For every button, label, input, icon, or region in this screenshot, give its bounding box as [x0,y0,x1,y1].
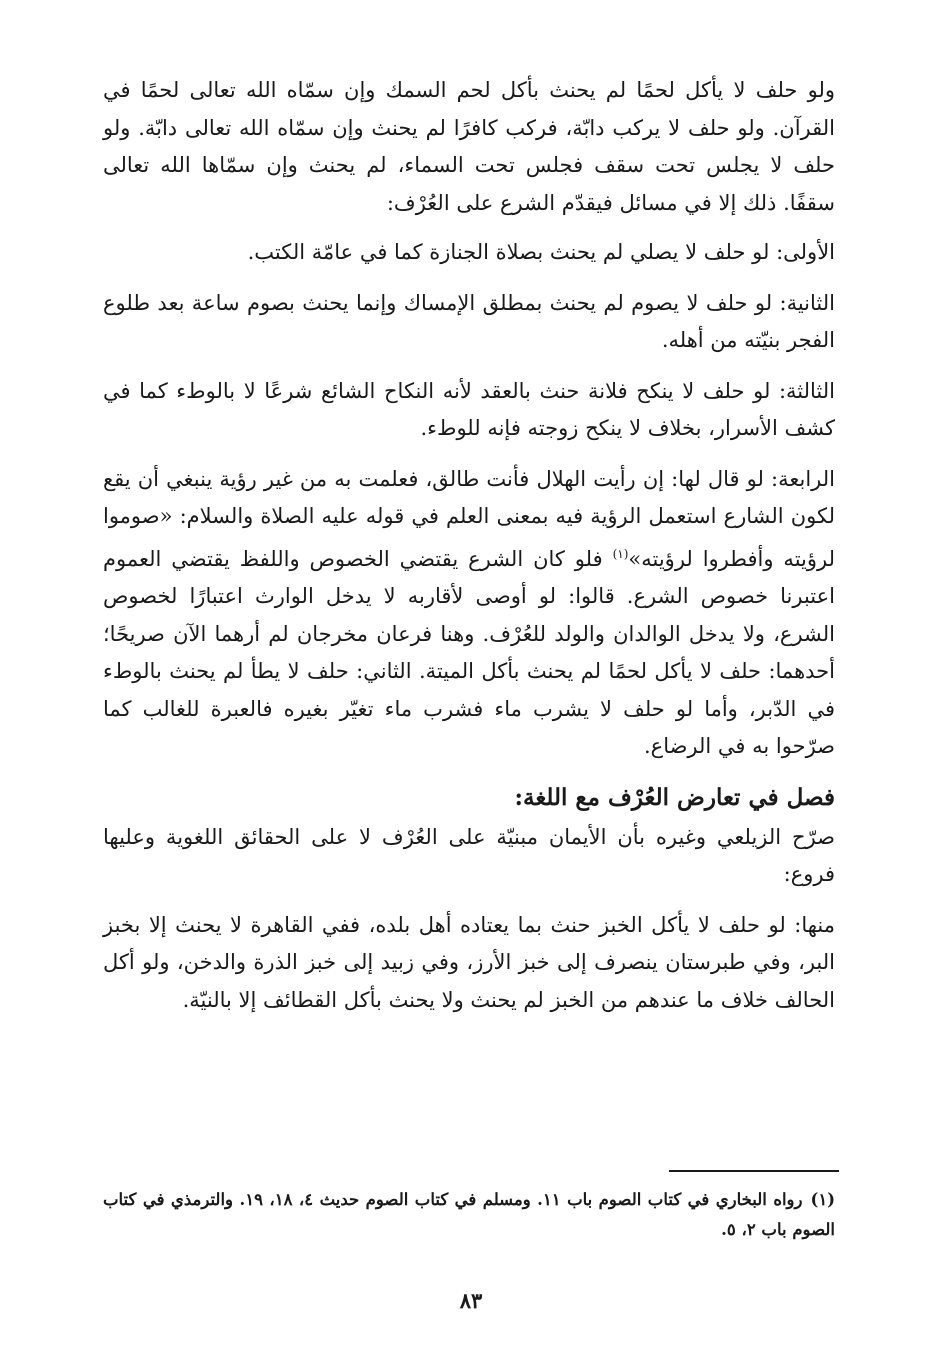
fourth-case-paragraph [103,461,835,766]
third-case-paragraph: الثالثة: لو حلف لا ينكح فلانة حنث بالعقد لأنه النكاح الشائع شرعًا لا بالوطء كما في كشف الأسرار، بخلاف لا ينكح زوجته فإنه للوطء. [103,378,835,440]
footnote-divider [669,1170,839,1172]
footnote-text: رواه البخاري في كتاب الصوم باب ١١. ومسلم في كتاب الصوم حديث ٤، ١٨، ١٩. والترمذي في كتاب الصوم باب ٢، ٥. [103,1190,835,1239]
intro-paragraph: ولو حلف لا يأكل لحمًا لم يحنث بأكل لحم السمك وإن سمّاه الله تعالى لحمًا في القرآن. ولو حلف لا يركب دابّة، فركب كافرًا لم يحنث وإن سمّاه الله تعالى دابّة. ولو حلف لا يجلس تحت سقف فجلس تحت السماء، لم يحنث وإن سمّاها الله تعالى سقفًا. ذلك إلا في مسائل فيقدّم الشرع على العُرْف: [103,78,835,215]
section-heading: فصل في تعارض العُرْف مع اللغة: [514,783,835,811]
second-case-paragraph: الثانية: لو حلف لا يصوم لم يحنث بمطلق الإمساك وإنما يحنث بصوم ساعة بعد طلوع الفجر بنيّته من أهله. [103,290,835,352]
bread-example-paragraph: منها: لو حلف لا يأكل الخبز حنث بما يعتاده أهل بلده، ففي القاهرة لا يحنث إلا بخبز البر، وفي طبرستان ينصرف إلى خبز الأرز، وفي زبيد إلى خبز الذرة والدخن، ولو أكل الحالف خلاف ما عندهم من الخبز لم يحنث ولا يحنث بأكل القطائف إلا بالنيّة. [103,912,835,1012]
section-intro-paragraph: صرّح الزيلعي وغيره بأن الأيمان مبنيّة على العُرْف لا على الحقائق اللغوية وعليها فروع: [103,824,835,886]
footnote-number: (١) [810,1190,835,1209]
footnote [103,1185,835,1245]
page-number: ٨٣ [459,1288,483,1313]
page-body [103,72,835,1032]
footnote-marker[interactable]: (١) [612,546,629,561]
first-case-paragraph: الأولى: لو حلف لا يصلي لم يحنث بصلاة الجنازة كما في عامّة الكتب. [247,240,835,264]
fourth-case-text-end: فلو كان الشرع يقتضي الخصوص واللفظ يقتضي العموم اعتبرنا خصوص الشرع. قالوا: لو أوصى لأقاربه لا يدخل الوارث اعتبارًا لخصوص الشرع، ولا يدخل الوالدان والولد للعُرْف. وهنا فرعان مخرجان لم أرهما الآن صريحًا؛ أحدهما: حلف لا يأكل لحمًا لم يحنث بأكل الميتة. الثاني: حلف لا يطأ لم يحنث بالوطء في الدّبر، وأما لو حلف لا يشرب ماء فشرب ماء تغيّر بغيره فالعبرة للغالب كما صرّحوا به في الرضاع. [103,546,835,758]
fourth-case-text-start: الرابعة: لو قال لها: إن رأيت الهلال فأنت طالق، فعلمت به من غير رؤية ينبغي أن يقع لكون الشارع استعمل الرؤية فيه بمعنى العلم في قوله عليه الصلاة والسلام: «صوموا لرؤيته وأفطروا لرؤيته» [103,466,836,571]
